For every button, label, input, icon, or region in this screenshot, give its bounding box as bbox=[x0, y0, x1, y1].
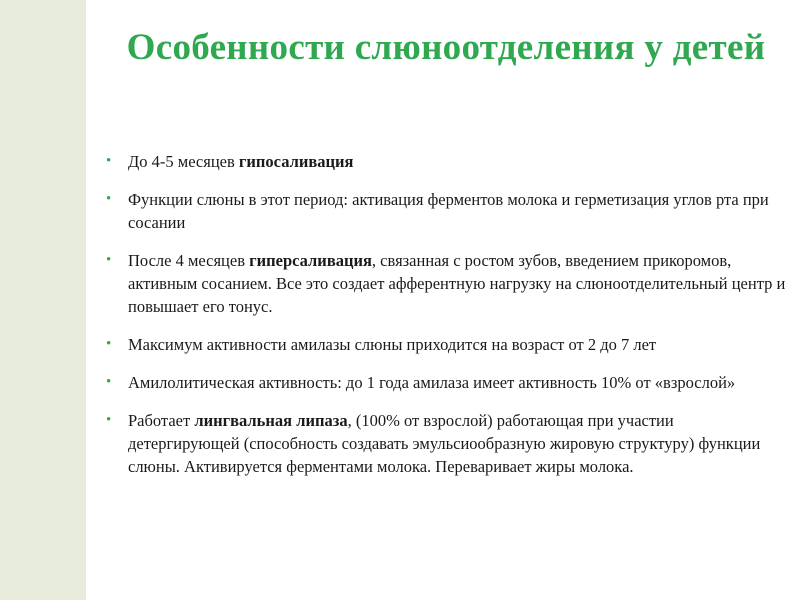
bullet-item bbox=[106, 188, 786, 234]
bullet-text: Максимум активности амилазы слюны приходится на возраст от 2 до 7 лет bbox=[128, 335, 657, 354]
bullet-text: Работает bbox=[128, 411, 195, 430]
bullet-item bbox=[106, 409, 786, 478]
slide-title: Особенности слюноотделения у детей bbox=[126, 27, 766, 68]
bullet-text: Функции слюны в этот период: активация ферментов молока и герметизация углов рта при сосании bbox=[128, 190, 769, 232]
decorative-side-strip bbox=[0, 0, 86, 600]
bullet-item bbox=[106, 333, 786, 356]
bullet-item bbox=[106, 150, 786, 173]
bullet-bold-term: гиперсаливация bbox=[249, 251, 372, 270]
bullet-text-continued: , (100% от взрослой) работающая при участии детергирующей (способность создавать эмульсиообразную жировую структуру) функции слюны. Активируется ферментами молока. Переваривает жиры молока. bbox=[128, 411, 761, 476]
bullet-marker-icon: • bbox=[106, 191, 112, 207]
bullet-item bbox=[106, 249, 786, 318]
bullet-marker-icon: • bbox=[106, 153, 112, 169]
bullet-item bbox=[106, 371, 786, 394]
bullet-text: Амилолитическая активность: до 1 года амилаза имеет активность 10% от «взрослой» bbox=[128, 373, 736, 392]
bullet-list bbox=[106, 150, 786, 493]
bullet-text: После 4 месяцев bbox=[128, 251, 250, 270]
bullet-bold-term: лингвальная липаза bbox=[194, 411, 348, 430]
bullet-marker-icon: • bbox=[106, 252, 112, 268]
bullet-text-continued: , связанная с ростом зубов, введением прикоромов, активным сосанием. Все это создает афферентную нагрузку на слюноотделительный центр и повышает его тонус. bbox=[128, 251, 786, 316]
bullet-marker-icon: • bbox=[106, 412, 112, 428]
bullet-marker-icon: • bbox=[106, 374, 112, 390]
bullet-text: До 4-5 месяцев bbox=[128, 152, 239, 171]
bullet-bold-term: гипосаливация bbox=[238, 152, 354, 171]
bullet-marker-icon: • bbox=[106, 336, 112, 352]
